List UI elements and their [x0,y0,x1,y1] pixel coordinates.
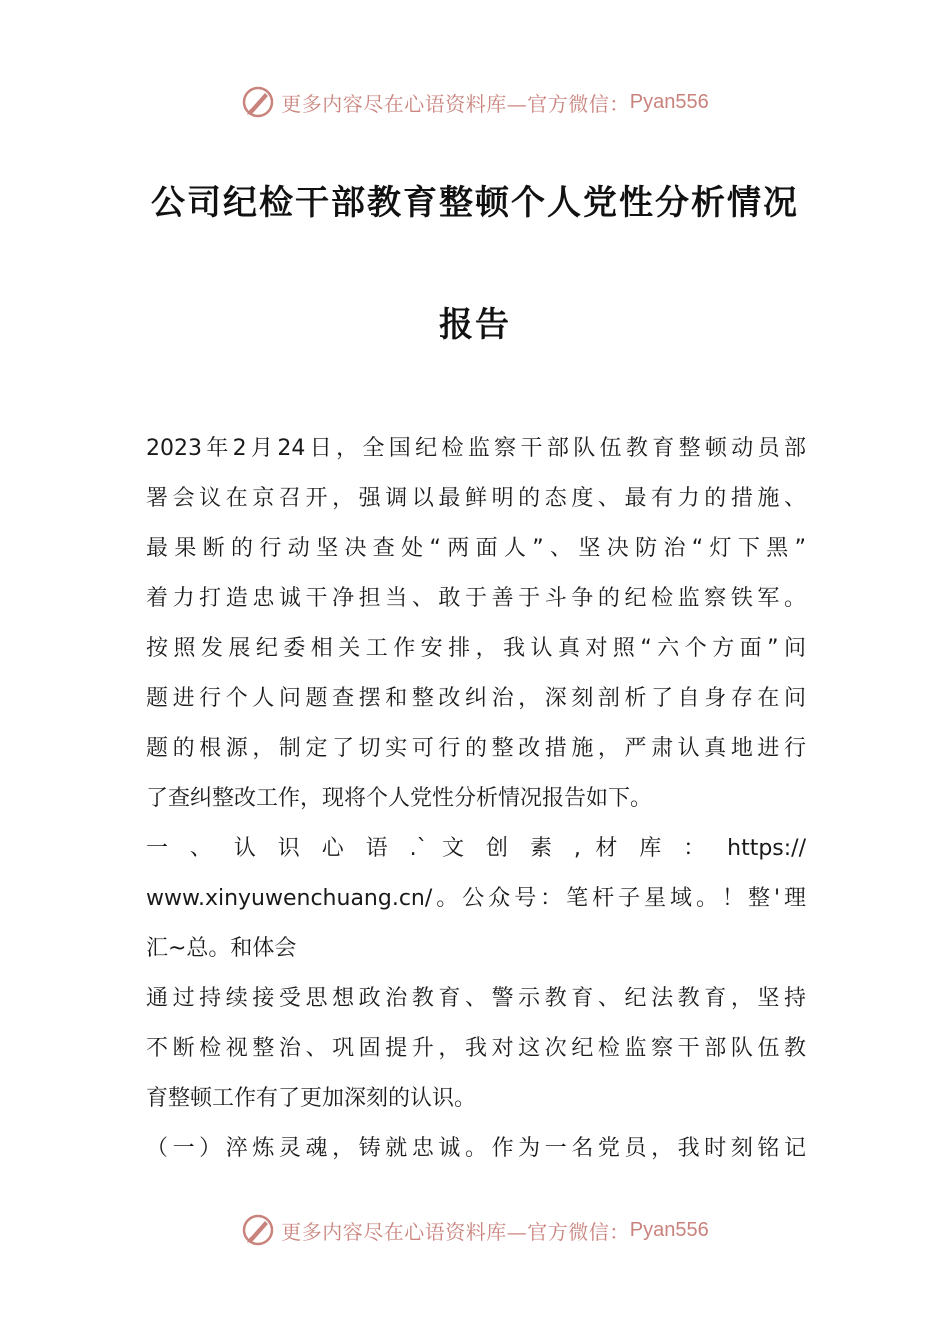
body-line: 署会议在京召开，强调以最鲜明的态度、最有力的措施、 [146,486,806,511]
body-line-with-link: 一 、 认 识 心 语 .` 文 创 素 , 材 库 ： https:// [146,836,807,861]
body-line: 不断检视整治、巩固提升，我对这次纪检监察干部队伍教 [146,1036,806,1061]
body-line: 汇~总。和体会 [146,936,297,961]
watermark-code: Pyan556 [629,1218,709,1241]
watermark-code: Pyan556 [629,90,709,113]
body-line-url: www.xinyuwenchuang.cn/。公众号：笔杆子星域。！整'理 [146,886,806,911]
watermark-footer [0,1210,950,1250]
body-line: 最果断的行动坚决查处“两面人”、坚决防治“灯下黑” [146,536,806,561]
doc-title-line-2: 报告 [439,305,511,345]
body-line: 了查纠整改工作，现将个人党性分析情况报告如下。 [146,786,653,811]
watermark-text: 更多内容尽在心语资料库—官方微信： [281,1219,630,1244]
body-line: 着力打造忠诚干净担当、敢于善于斗争的纪检监察铁军。 [146,586,806,611]
body-line: 题进行个人问题查摆和整改纠治，深刻剖析了自身存在问 [146,686,806,711]
pen-logo-icon [241,1213,275,1247]
body-line: 育整顿工作有了更加深刻的认识。 [146,1086,477,1111]
body-line: 2023年2月24日，全国纪检监察干部队伍教育整顿动员部 [146,436,806,461]
document-body [146,424,806,1174]
watermark-header [0,82,950,122]
pen-logo-icon [241,85,275,119]
body-line: 通过持续接受思想政治教育、警示教育、纪法教育，坚持 [146,986,806,1011]
body-line: 按照发展纪委相关工作安排，我认真对照“六个方面”问 [146,636,806,661]
body-line: （一）淬炼灵魂，铸就忠诚。作为一名党员，我时刻铭记 [146,1136,806,1161]
doc-title-line-1: 公司纪检干部教育整顿个人党性分析情况 [151,183,799,223]
body-line: 题的根源，制定了切实可行的整改措施，严肃认真地进行 [146,736,806,761]
watermark-text: 更多内容尽在心语资料库—官方微信： [281,91,630,116]
